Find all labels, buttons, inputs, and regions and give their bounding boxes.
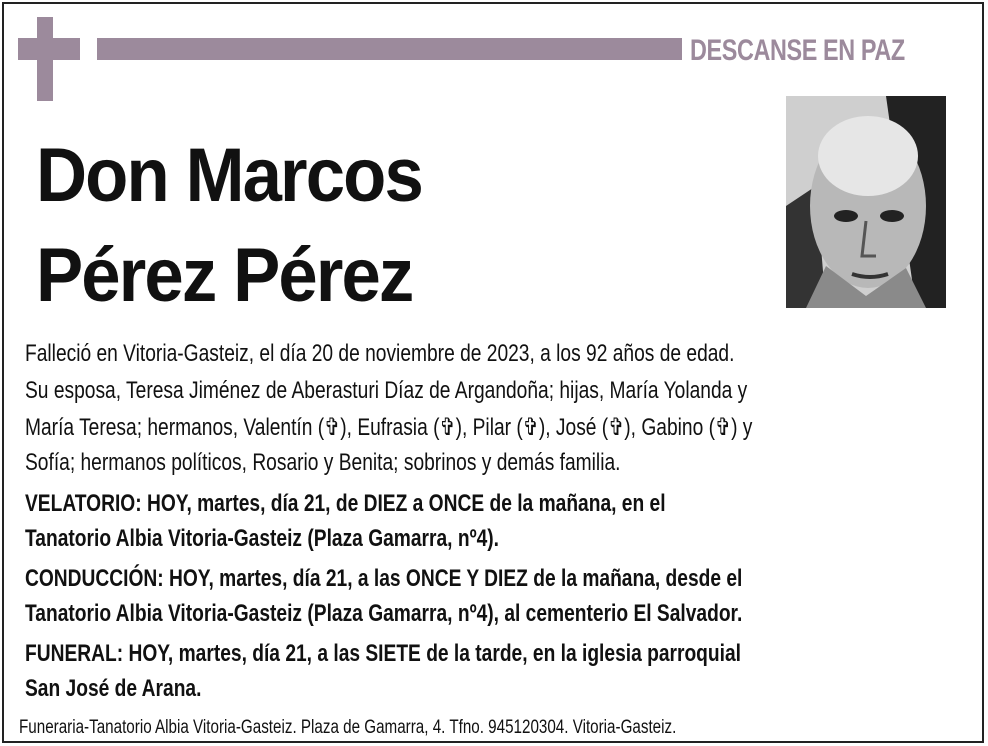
funeral-line: San José de Arana. [25, 675, 202, 702]
velatorio-line: Tanatorio Albia Vitoria-Gasteiz (Plaza Gamarra, nº4). [25, 525, 499, 552]
velatorio-line: VELATORIO: HOY, martes, día 21, de DIEZ a ONCE de la mañana, en el [25, 490, 666, 517]
death-statement: Falleció en Vitoria-Gasteiz, el día 20 de noviembre de 2023, a los 92 años de edad. [25, 340, 735, 367]
deceased-name-line2: Pérez Pérez [36, 233, 413, 318]
family-line: Su esposa, Teresa Jiménez de Aberasturi Díaz de Argandoña; hijas, María Yolanda y [25, 377, 748, 404]
deceased-photo [786, 96, 946, 308]
conduccion-line: CONDUCCIÓN: HOY, martes, día 21, a las ONCE Y DIEZ de la mañana, desde el [25, 565, 743, 592]
cross-horizontal [18, 38, 80, 60]
conduccion-line: Tanatorio Albia Vitoria-Gasteiz (Plaza Gamarra, nº4), al cementerio El Salvador. [25, 600, 743, 627]
deceased-name-line1: Don Marcos [36, 133, 422, 218]
tagline: DESCANSE EN PAZ [690, 34, 905, 67]
family-line: Sofía; hermanos políticos, Rosario y Benita; sobrinos y demás familia. [25, 449, 621, 476]
header-bar [97, 38, 682, 60]
funeral-line: FUNERAL: HOY, martes, día 21, a las SIETE de la tarde, en la iglesia parroquial [25, 640, 741, 667]
funeral-home-footer: Funeraria-Tanatorio Albia Vitoria-Gasteiz. Plaza de Gamarra, 4. Tfno. 945120304. Vitoria-Gasteiz. [19, 717, 677, 738]
family-line: María Teresa; hermanos, Valentín (✞), Eufrasia (✞), Pilar (✞), José (✞), Gabino (✞) y [25, 414, 753, 441]
